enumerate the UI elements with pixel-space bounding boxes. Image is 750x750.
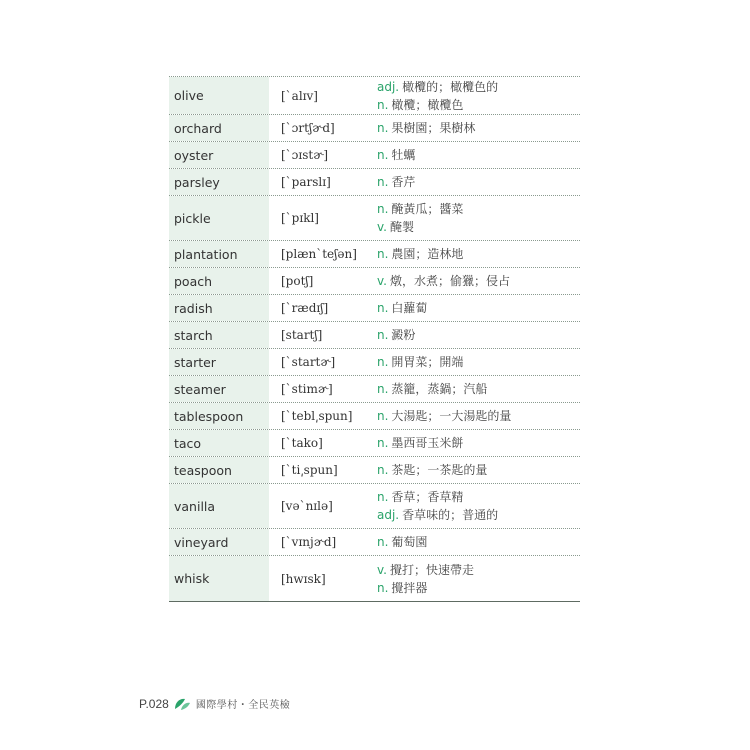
page-number: P.028 (139, 696, 169, 711)
vocab-phonetic: [ˋstartɚ] (281, 355, 336, 369)
vocab-word: whisk (169, 556, 269, 601)
vocab-word: teaspoon (169, 457, 269, 483)
part-of-speech: n. (377, 535, 389, 549)
definition-line (377, 173, 580, 191)
definition-line (377, 461, 580, 479)
vocab-word: vanilla (169, 484, 269, 528)
brand-name: 國際學村・全民英檢 (195, 700, 291, 711)
part-of-speech: n. (377, 148, 389, 162)
vocab-row (169, 403, 580, 430)
vocab-phonetic: [hwɪsk] (281, 571, 326, 586)
vocab-definitions (364, 529, 580, 555)
definition-text: 茶匙；一茶匙的量 (391, 463, 488, 477)
vocab-row (169, 169, 580, 196)
definition-text: 香草；香草精 (391, 490, 464, 504)
part-of-speech: v. (377, 562, 387, 577)
part-of-speech: adj. (377, 508, 400, 522)
definition-line (377, 533, 580, 551)
definition-line (377, 119, 580, 137)
vocab-phonetic: [ˋti͵spun] (281, 463, 338, 477)
definition-line (377, 561, 580, 579)
vocab-word: starter (169, 349, 269, 375)
vocab-definitions (364, 142, 580, 168)
part-of-speech: n. (377, 301, 389, 315)
definition-line (377, 579, 580, 597)
vocab-definitions (364, 295, 580, 321)
definition-text: 攪拌器 (391, 580, 428, 595)
vocab-word: pickle (169, 196, 269, 240)
vocab-definitions (364, 196, 580, 240)
vocab-word: taco (169, 430, 269, 456)
vocab-phonetic: [ˋrædɪʃ] (281, 301, 329, 315)
part-of-speech: n. (377, 409, 389, 423)
definition-line (377, 146, 580, 164)
part-of-speech: n. (377, 175, 389, 189)
vocab-row (169, 430, 580, 457)
definition-text: 葡萄園 (391, 535, 428, 549)
vocab-phonetic: [ˋɔrtʃɚd] (281, 121, 335, 135)
vocab-definitions (364, 115, 580, 141)
vocab-word: steamer (169, 376, 269, 402)
part-of-speech: n. (377, 436, 389, 450)
part-of-speech: n. (377, 490, 389, 504)
vocab-definitions (364, 322, 580, 348)
vocab-table (169, 76, 580, 602)
definition-text: 橄欖的；橄欖色的 (402, 79, 499, 94)
definition-line (377, 299, 580, 317)
vocab-phonetic: [ˋɔɪstɚ] (281, 148, 329, 162)
vocab-phonetic: [ˋparslɪ] (281, 175, 331, 189)
part-of-speech: v. (377, 220, 387, 234)
definition-text: 燉，水煮；偷獵；侵占 (389, 274, 510, 288)
definition-text: 果樹園；果樹林 (391, 121, 476, 135)
vocab-definitions (364, 430, 580, 456)
vocab-definitions (364, 556, 580, 601)
part-of-speech: n. (377, 580, 389, 595)
definition-text: 醃製 (389, 220, 414, 234)
vocab-definitions (364, 457, 580, 483)
vocab-row (169, 196, 580, 241)
vocab-definitions (364, 376, 580, 402)
vocab-definitions (364, 403, 580, 429)
definition-text: 澱粉 (391, 328, 416, 342)
vocab-row (169, 556, 580, 601)
vocab-definitions (364, 77, 580, 114)
part-of-speech: n. (377, 355, 389, 369)
page-footer (139, 696, 290, 711)
definition-text: 墨西哥玉米餅 (391, 436, 464, 450)
definition-text: 大湯匙；一大湯匙的量 (391, 409, 512, 423)
definition-text: 牡蠣 (391, 148, 416, 162)
vocab-word: olive (169, 77, 269, 114)
definition-line (377, 218, 580, 236)
definition-line (377, 245, 580, 263)
vocab-word: parsley (169, 169, 269, 195)
vocab-definitions (364, 484, 580, 528)
part-of-speech: n. (377, 247, 389, 261)
definition-text: 橄欖；橄欖色 (391, 97, 464, 112)
vocab-row (169, 529, 580, 556)
vocab-row (169, 457, 580, 484)
vocab-word: orchard (169, 115, 269, 141)
vocab-word: plantation (169, 241, 269, 267)
vocab-row (169, 142, 580, 169)
vocab-row (169, 484, 580, 529)
definition-line (377, 200, 580, 218)
vocab-phonetic: [vəˋnɪlə] (281, 499, 333, 513)
vocab-phonetic: [ˋalɪv] (281, 88, 318, 103)
definition-line (377, 272, 580, 290)
vocab-phonetic: [ˋpɪkl] (281, 211, 319, 225)
definition-line (377, 78, 580, 96)
definition-text: 攪打；快速帶走 (389, 562, 474, 577)
vocab-phonetic: [potʃ] (281, 274, 314, 288)
vocab-word: tablespoon (169, 403, 269, 429)
leaf-logo-icon (173, 697, 191, 711)
definition-line (377, 380, 580, 398)
vocab-definitions (364, 169, 580, 195)
definition-line (377, 326, 580, 344)
definition-line (377, 353, 580, 371)
definition-text: 香芹 (391, 175, 416, 189)
vocab-row (169, 295, 580, 322)
part-of-speech: n. (377, 97, 389, 112)
vocab-row (169, 77, 580, 115)
definition-text: 農園；造林地 (391, 247, 464, 261)
definition-line (377, 434, 580, 452)
vocab-word: oyster (169, 142, 269, 168)
vocab-word: starch (169, 322, 269, 348)
vocab-definitions (364, 268, 580, 294)
part-of-speech: v. (377, 274, 387, 288)
vocab-word: vineyard (169, 529, 269, 555)
vocab-phonetic: [ˋtebl͵spun] (281, 409, 353, 423)
definition-line (377, 506, 580, 524)
vocab-phonetic: [startʃ] (281, 328, 323, 342)
vocab-row (169, 241, 580, 268)
definition-text: 蒸籠，蒸鍋；汽船 (391, 382, 488, 396)
definition-line (377, 96, 580, 114)
vocab-phonetic: [ˋtako] (281, 436, 323, 450)
vocab-word: poach (169, 268, 269, 294)
vocab-definitions (364, 241, 580, 267)
vocab-row (169, 115, 580, 142)
part-of-speech: n. (377, 328, 389, 342)
part-of-speech: n. (377, 121, 389, 135)
part-of-speech: adj. (377, 79, 400, 94)
vocab-row (169, 322, 580, 349)
vocab-row (169, 376, 580, 403)
definition-text: 開胃菜；開端 (391, 355, 464, 369)
vocab-word: radish (169, 295, 269, 321)
definition-text: 醃黃瓜；醬菜 (391, 202, 464, 216)
vocab-definitions (364, 349, 580, 375)
vocab-phonetic: [ˋvɪnjɚd] (281, 535, 337, 549)
vocab-phonetic: [ˋstimɚ] (281, 382, 333, 396)
definition-line (377, 488, 580, 506)
part-of-speech: n. (377, 382, 389, 396)
part-of-speech: n. (377, 463, 389, 477)
vocab-row (169, 268, 580, 295)
part-of-speech: n. (377, 202, 389, 216)
vocab-phonetic: [plænˋteʃən] (281, 247, 357, 261)
vocab-row (169, 349, 580, 376)
definition-text: 白蘿蔔 (391, 301, 428, 315)
definition-text: 香草味的；普通的 (402, 508, 499, 522)
definition-line (377, 407, 580, 425)
